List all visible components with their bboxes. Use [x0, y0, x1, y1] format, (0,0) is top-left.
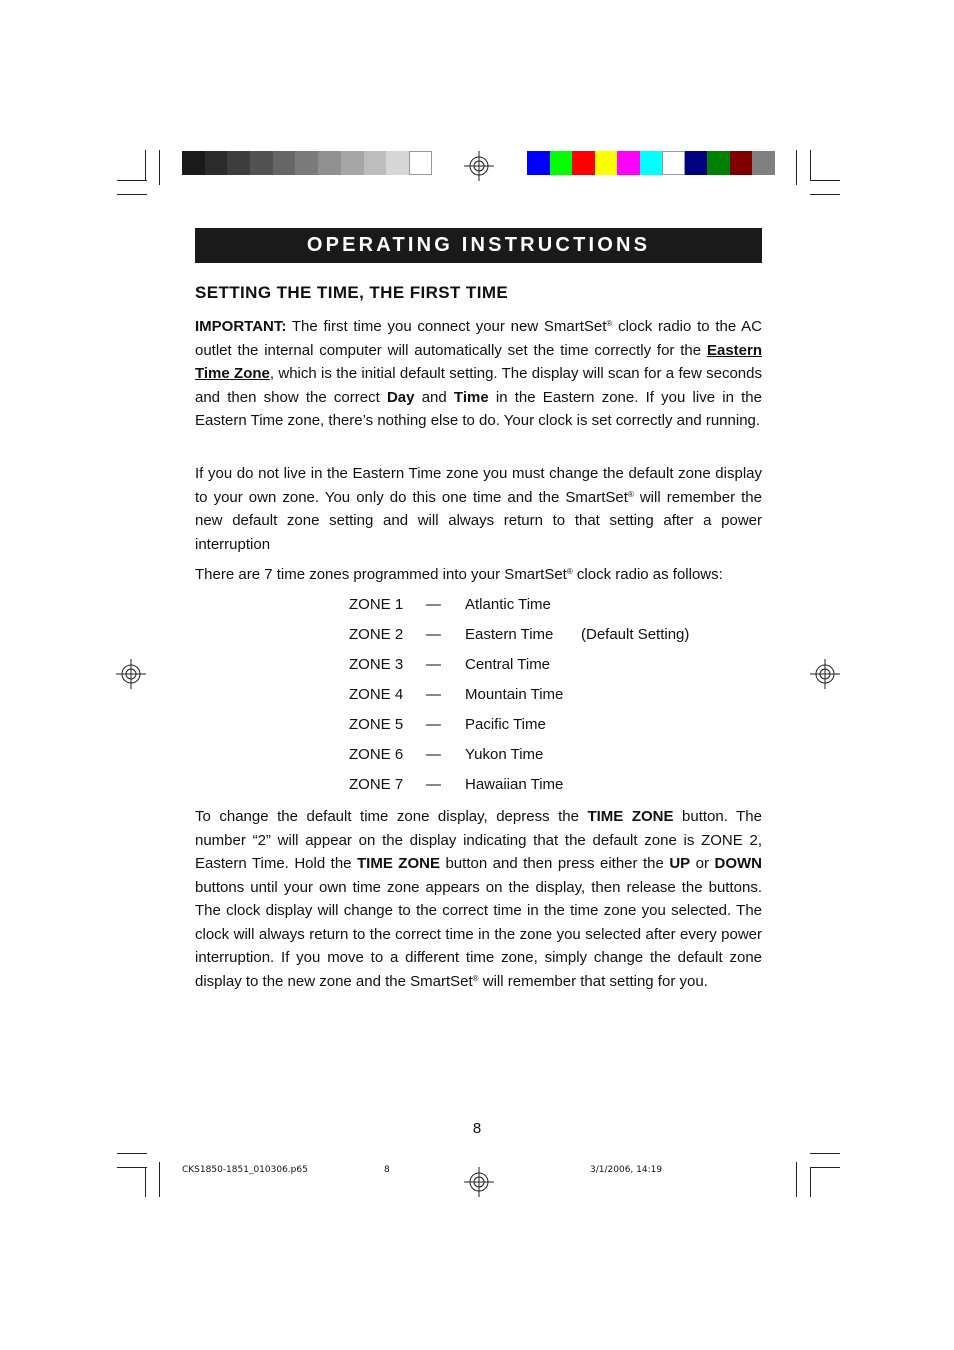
important-paragraph [195, 315, 762, 433]
text-run: clock radio as follows: [572, 566, 723, 583]
registration-mark-icon [116, 659, 146, 689]
up-button-label: UP [669, 855, 691, 872]
color-swatch [730, 151, 753, 175]
zone-name: Pacific Time [465, 716, 546, 733]
time-emphasis: Time [453, 388, 489, 406]
zone-name: Mountain Time [465, 686, 564, 703]
text-run: and [414, 388, 454, 406]
crop-mark [117, 194, 147, 195]
text-run: will remember the new default zone setting and will always return to that setting after a power interruption [195, 488, 762, 553]
zone-label: ZONE 3 [349, 656, 404, 673]
dash: — [426, 656, 441, 673]
time-zone-button-paragraph [195, 805, 762, 993]
color-swatch [595, 151, 618, 175]
color-swatch [295, 151, 318, 175]
color-swatch [527, 151, 550, 175]
registration-mark-icon [810, 659, 840, 689]
zone-list-item [349, 594, 769, 616]
registration-mark-icon [464, 151, 494, 181]
default-setting-note: (Default Setting) [581, 626, 690, 643]
crop-mark [117, 1153, 147, 1154]
footer-filename: CKS1850-1851_010306.p65 [182, 1165, 308, 1175]
text-run: button and then press either the [439, 855, 670, 872]
color-swatch [318, 151, 341, 175]
zone-label: ZONE 7 [349, 776, 404, 793]
zone-label: ZONE 5 [349, 716, 404, 733]
text-run: buttons until your own time zone appears on the display, then release the buttons. The clock display will change to the correct time in the time zone you selected. The clock will always return to the correct time in the zone you selected after every power interruption. If you move to a different time zone, simply change the default zone display to the new zone and the SmartSet [195, 878, 762, 990]
text-run: or [690, 855, 715, 872]
zone-list-item [349, 774, 769, 796]
day-emphasis: Day [386, 388, 415, 406]
zone-name: Yukon Time [465, 746, 544, 763]
color-swatch [250, 151, 273, 175]
color-swatch [364, 151, 387, 175]
page-title: OPERATING INSTRUCTIONS [195, 228, 762, 263]
text-run: , which is the initial default setting. The display will scan for a few seconds and then show the correct [195, 365, 762, 406]
text-run: clock radio to the AC outlet the internal computer will automatically set the time correctly for the [195, 318, 762, 359]
dash: — [426, 746, 441, 763]
registered-mark: ® [606, 319, 613, 328]
registered-mark: ® [472, 973, 479, 983]
color-swatch [205, 151, 228, 175]
zone-label: ZONE 4 [349, 686, 404, 703]
grayscale-calibration-bar [182, 151, 432, 175]
text-run: in the Eastern zone. If you live in the Eastern Time zone, there’s nothing else to do. Your clock is set correctly and running. [195, 388, 762, 429]
crop-mark [796, 1162, 797, 1197]
color-swatch [707, 151, 730, 175]
color-swatch [273, 151, 296, 175]
color-swatch [640, 151, 663, 175]
section-heading: SETTING THE TIME, THE FIRST TIME [195, 283, 509, 302]
color-swatch [752, 151, 775, 175]
crop-mark [159, 150, 160, 185]
crop-mark [810, 1167, 811, 1197]
color-calibration-bar [527, 151, 775, 175]
color-swatch [617, 151, 640, 175]
registered-mark: ® [627, 489, 634, 499]
registered-mark: ® [566, 567, 573, 576]
zone-list-item [349, 684, 769, 706]
color-swatch [182, 151, 205, 175]
down-button-label: DOWN [714, 855, 762, 872]
crop-mark [117, 180, 147, 181]
zone-list-item [349, 714, 769, 736]
dash: — [426, 626, 441, 643]
eastern-time-zone-emphasis: Eastern Time Zone [195, 341, 762, 382]
text-run: will remember that setting for you. [478, 972, 708, 990]
crop-mark [810, 180, 840, 181]
text-run: To change the default time zone display, depress the [195, 808, 588, 825]
crop-mark [810, 150, 811, 180]
important-label: IMPORTANT: [195, 318, 287, 335]
text-run: There are 7 time zones programmed into your SmartSet [195, 566, 567, 583]
zone-name: Central Time [465, 656, 551, 673]
crop-mark [159, 1162, 160, 1197]
zone-label: ZONE 1 [349, 596, 404, 613]
color-swatch [662, 151, 685, 175]
text-run: If you do not live in the Eastern Time zone you must change the default zone display to your own zone. You only do this one time and the SmartSet [195, 465, 762, 506]
crop-mark [117, 1167, 147, 1168]
color-swatch [550, 151, 573, 175]
crop-mark [145, 150, 146, 180]
zone-label: ZONE 2 [349, 626, 404, 643]
page-number: 8 [472, 1120, 482, 1137]
zone-name: Eastern Time [465, 626, 554, 643]
crop-mark [810, 1167, 840, 1168]
time-zone-button-label: TIME ZONE [357, 855, 440, 872]
crop-mark [810, 1153, 840, 1154]
registration-mark-icon [464, 1167, 494, 1197]
dash: — [426, 716, 441, 733]
color-swatch [227, 151, 250, 175]
zone-list-item [349, 744, 769, 766]
zone-list-item [349, 624, 769, 646]
dash: — [426, 596, 441, 613]
text-run: The first time you connect your new SmartSet [286, 318, 607, 335]
crop-mark [810, 194, 840, 195]
zones-intro-paragraph [195, 563, 762, 587]
zone-name: Hawaiian Time [465, 776, 564, 793]
crop-mark [796, 150, 797, 185]
crop-mark [145, 1167, 146, 1197]
time-zone-button-label: TIME ZONE [587, 808, 674, 825]
change-zone-paragraph [195, 462, 762, 556]
dash: — [426, 686, 441, 703]
text-run: button. The number “2” will appear on the display indicating that the default zone is ZONE 2, Eastern Time. Hold the [195, 808, 762, 872]
zone-label: ZONE 6 [349, 746, 404, 763]
footer-date: 3/1/2006, 14:19 [590, 1165, 663, 1175]
color-swatch [572, 151, 595, 175]
color-swatch [409, 151, 432, 175]
zone-name: Atlantic Time [465, 596, 551, 613]
color-swatch [341, 151, 364, 175]
dash: — [426, 776, 441, 793]
footer-page: 8 [384, 1165, 390, 1175]
zone-list-item [349, 654, 769, 676]
color-swatch [685, 151, 708, 175]
color-swatch [386, 151, 409, 175]
